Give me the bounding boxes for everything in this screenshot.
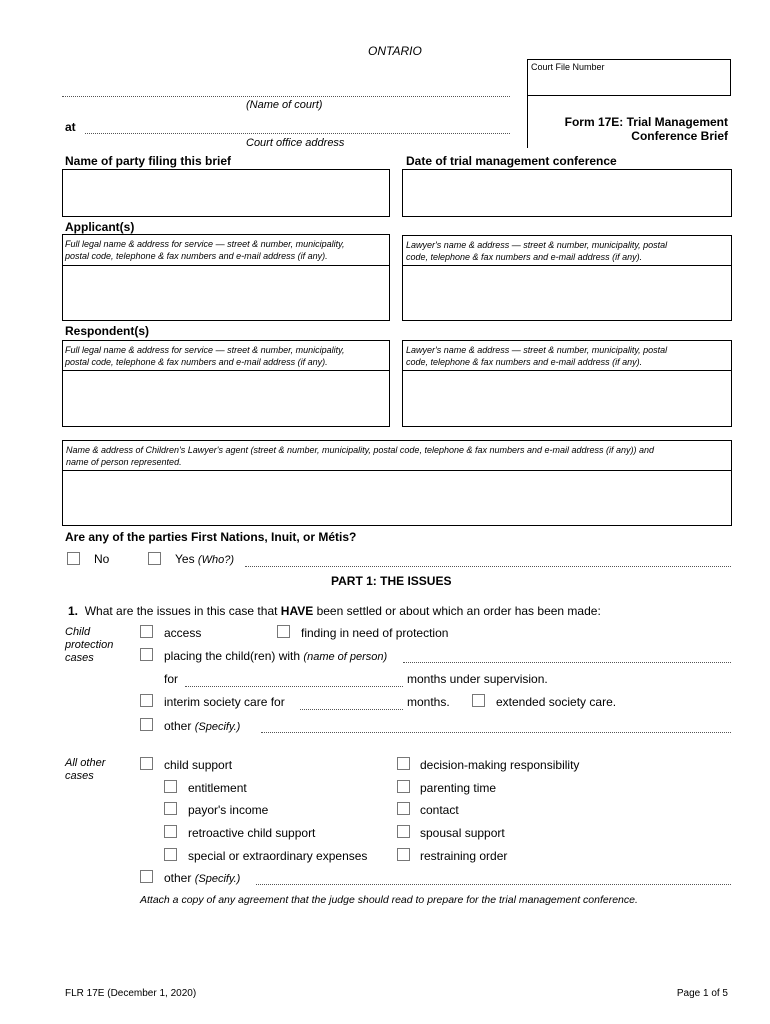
respondent-details-field[interactable] <box>62 370 390 427</box>
yes-text: Yes <box>175 552 195 566</box>
question-text-before: What are the issues in this case that <box>84 604 281 618</box>
court-name-field[interactable] <box>62 96 510 97</box>
special-expenses-checkbox[interactable] <box>164 848 177 861</box>
respondent-hint-box <box>62 340 390 371</box>
court-address-field[interactable] <box>85 133 510 134</box>
months-supervision-label: months under supervision. <box>407 672 548 686</box>
contact-checkbox[interactable] <box>397 802 410 815</box>
payors-income-label: payor's income <box>188 803 269 817</box>
ao-label-line2: cases <box>65 770 94 782</box>
interim-care-checkbox[interactable] <box>140 694 153 707</box>
respondent-lawyer-hint-box <box>402 340 732 371</box>
applicants-heading: Applicant(s) <box>65 220 135 234</box>
special-expenses-label: special or extraordinary expenses <box>188 849 368 863</box>
first-nations-who-field[interactable] <box>245 566 731 567</box>
name-of-person-text: (name of person) <box>303 651 388 663</box>
access-checkbox[interactable] <box>140 625 153 638</box>
question-text-after: been settled or about which an order has been made: <box>313 604 601 618</box>
respondent-hint-line1: Full legal name & address for service — street & number, municipality, <box>65 345 345 355</box>
conference-date-label: Date of trial management conference <box>406 154 617 168</box>
page-number: Page 1 of 5 <box>676 988 728 999</box>
cp-label-line1: Child <box>65 626 91 638</box>
applicant-hint-line1: Full legal name & address for service — street & number, municipality, <box>65 239 345 249</box>
respondent-hint-line2: postal code, telephone & fax numbers and e-mail address (if any). <box>65 357 328 367</box>
ao-other-field[interactable] <box>256 884 731 885</box>
cp-label-line2: protection <box>65 639 114 651</box>
retroactive-checkbox[interactable] <box>164 825 177 838</box>
applicant-lawyer-hint-line2: code, telephone & fax numbers and e-mail address (if any). <box>406 252 643 262</box>
cp-other-checkbox[interactable] <box>140 718 153 731</box>
childrens-lawyer-hint-line1: Name & address of Children's Lawyer's agent (street & number, municipality, postal code, telephone & fax numbers and e-mail address (if any)) and <box>66 445 655 455</box>
supervision-months-field[interactable] <box>185 686 403 687</box>
first-nations-no-checkbox[interactable] <box>67 552 80 565</box>
respondent-lawyer-hint-line2: code, telephone & fax numbers and e-mail address (if any). <box>406 357 643 367</box>
childrens-lawyer-hint-line2: name of person represented. <box>66 457 182 467</box>
cp-other-label <box>164 719 240 733</box>
all-other-label <box>65 757 105 783</box>
respondent-lawyer-hint-line1: Lawyer's name & address — street & number, municipality, postal <box>406 345 668 355</box>
restraining-order-checkbox[interactable] <box>397 848 410 861</box>
part1-title: PART 1: THE ISSUES <box>331 574 452 588</box>
payors-income-checkbox[interactable] <box>164 802 177 815</box>
applicant-lawyer-hint-box <box>402 235 732 266</box>
finding-protection-label: finding in need of protection <box>301 626 449 640</box>
cp-specify-text: (Specify.) <box>194 721 241 733</box>
contact-label: contact <box>420 803 459 817</box>
entitlement-label: entitlement <box>188 781 247 795</box>
at-label: at <box>65 120 76 134</box>
party-filing-field[interactable] <box>62 169 390 217</box>
applicant-lawyer-hint-line1: Lawyer's name & address — street & number, municipality, postal <box>406 240 668 250</box>
child-support-label: child support <box>164 758 233 772</box>
for-label: for <box>164 672 179 686</box>
childrens-lawyer-field[interactable] <box>62 470 732 526</box>
who-text: (Who?) <box>197 554 234 566</box>
first-nations-yes-label <box>175 552 234 566</box>
court-name-label: (Name of court) <box>246 99 323 111</box>
parenting-time-label: parenting time <box>420 781 497 795</box>
header-divider <box>527 96 528 148</box>
months-label: months. <box>407 695 450 709</box>
ao-other-text: other <box>164 871 192 885</box>
court-file-number-label: Court File Number <box>531 62 605 72</box>
attach-note: Attach a copy of any agreement that the judge should read to prepare for the trial management conference. <box>140 894 638 906</box>
spousal-support-label: spousal support <box>420 826 505 840</box>
extended-care-checkbox[interactable] <box>472 694 485 707</box>
restraining-order-label: restraining order <box>420 849 508 863</box>
applicant-details-field[interactable] <box>62 265 390 321</box>
jurisdiction-title: ONTARIO <box>368 44 422 58</box>
placing-children-label <box>164 649 387 663</box>
applicant-hint-line2: postal code, telephone & fax numbers and e-mail address (if any). <box>65 251 328 261</box>
applicant-lawyer-field[interactable] <box>402 265 732 321</box>
ao-other-checkbox[interactable] <box>140 870 153 883</box>
placing-person-field[interactable] <box>403 662 731 663</box>
child-support-checkbox[interactable] <box>140 757 153 770</box>
ao-other-label <box>164 871 240 885</box>
decision-making-label: decision-making responsibility <box>420 758 580 772</box>
entitlement-checkbox[interactable] <box>164 780 177 793</box>
ao-specify-text: (Specify.) <box>194 873 241 885</box>
conference-date-field[interactable] <box>402 169 732 217</box>
spousal-support-checkbox[interactable] <box>397 825 410 838</box>
form-title-line1: Form 17E: Trial Management <box>564 115 728 129</box>
first-nations-question: Are any of the parties First Nations, Inuit, or Métis? <box>65 530 357 544</box>
first-nations-yes-checkbox[interactable] <box>148 552 161 565</box>
form-title-line2: Conference Brief <box>631 129 728 143</box>
cp-other-field[interactable] <box>261 732 731 733</box>
finding-protection-checkbox[interactable] <box>277 625 290 638</box>
question-number: 1. <box>68 604 79 618</box>
question-1 <box>68 604 601 618</box>
court-address-label: Court office address <box>246 137 345 149</box>
retroactive-label: retroactive child support <box>188 826 316 840</box>
interim-months-field[interactable] <box>300 709 403 710</box>
child-protection-label <box>65 626 113 665</box>
extended-care-label: extended society care. <box>496 695 617 709</box>
court-file-number-field[interactable] <box>527 59 731 96</box>
form-id: FLR 17E (December 1, 2020) <box>65 988 197 999</box>
question-text-bold: HAVE <box>280 604 314 618</box>
childrens-lawyer-hint-box <box>62 440 732 471</box>
placing-children-checkbox[interactable] <box>140 648 153 661</box>
first-nations-no-label: No <box>94 552 110 566</box>
decision-making-checkbox[interactable] <box>397 757 410 770</box>
cp-other-text: other <box>164 719 192 733</box>
form-title <box>565 115 728 143</box>
parenting-time-checkbox[interactable] <box>397 780 410 793</box>
cp-label-line3: cases <box>65 652 94 664</box>
party-filing-label: Name of party filing this brief <box>65 154 232 168</box>
interim-care-label: interim society care for <box>164 695 285 709</box>
ao-label-line1: All other <box>65 757 106 769</box>
respondents-heading: Respondent(s) <box>65 324 149 338</box>
respondent-lawyer-field[interactable] <box>402 370 732 427</box>
placing-text: placing the child(ren) with <box>164 649 301 663</box>
access-label: access <box>164 626 202 640</box>
applicant-hint-box <box>62 235 390 266</box>
